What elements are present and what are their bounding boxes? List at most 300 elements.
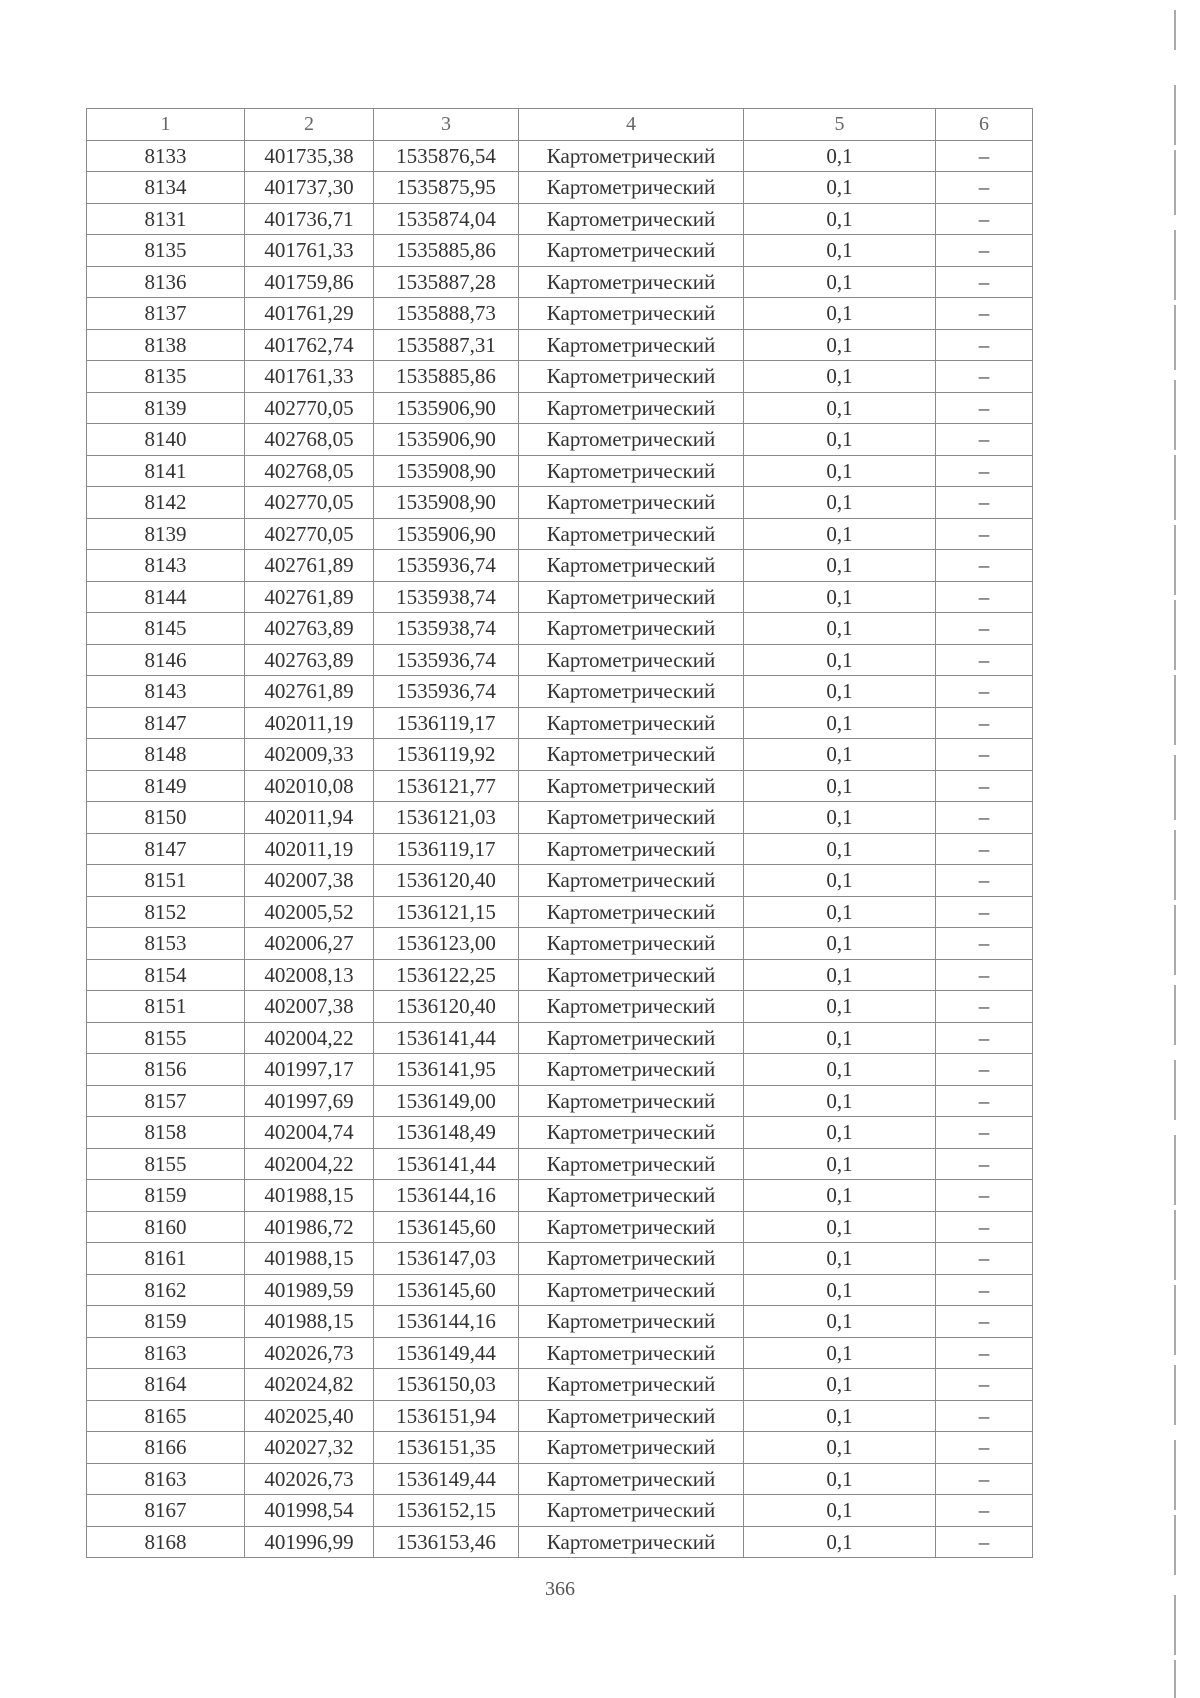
- table-cell: 8159: [87, 1306, 245, 1338]
- table-row: [87, 487, 1033, 519]
- table-cell: 0,1: [744, 1243, 936, 1275]
- table-cell: 1535936,74: [374, 644, 519, 676]
- table-cell: 401761,33: [245, 235, 374, 267]
- table-cell: –: [936, 1495, 1033, 1527]
- table-row: [87, 928, 1033, 960]
- table-cell: –: [936, 865, 1033, 897]
- table-cell: 0,1: [744, 1211, 936, 1243]
- table-cell: Картометрический: [519, 266, 744, 298]
- table-cell: 8165: [87, 1400, 245, 1432]
- table-cell: 401997,69: [245, 1085, 374, 1117]
- table-row: [87, 1337, 1033, 1369]
- table-cell: 401761,33: [245, 361, 374, 393]
- table-row: [87, 676, 1033, 708]
- table-cell: 1535908,90: [374, 487, 519, 519]
- table-row: [87, 644, 1033, 676]
- table-cell: 1536145,60: [374, 1274, 519, 1306]
- table-cell: 8160: [87, 1211, 245, 1243]
- table-cell: –: [936, 1369, 1033, 1401]
- table-cell: 0,1: [744, 298, 936, 330]
- table-cell: 1536151,94: [374, 1400, 519, 1432]
- table-cell: 1536141,44: [374, 1022, 519, 1054]
- table-cell: 1536145,60: [374, 1211, 519, 1243]
- table-row: [87, 424, 1033, 456]
- table-cell: 8145: [87, 613, 245, 645]
- table-cell: –: [936, 959, 1033, 991]
- table-cell: –: [936, 1432, 1033, 1464]
- table-cell: 1535887,28: [374, 266, 519, 298]
- table-cell: 8157: [87, 1085, 245, 1117]
- table-cell: 8143: [87, 676, 245, 708]
- table-cell: –: [936, 1463, 1033, 1495]
- table-cell: 8147: [87, 833, 245, 865]
- table-cell: –: [936, 455, 1033, 487]
- table-cell: 402768,05: [245, 424, 374, 456]
- table-cell: 0,1: [744, 235, 936, 267]
- table-cell: 8166: [87, 1432, 245, 1464]
- table-cell: 402007,38: [245, 991, 374, 1023]
- table-cell: Картометрический: [519, 613, 744, 645]
- table-cell: 402009,33: [245, 739, 374, 771]
- table-cell: 8135: [87, 235, 245, 267]
- scan-edge-mark: [1174, 1285, 1176, 1355]
- table-row: [87, 392, 1033, 424]
- table-cell: 402004,74: [245, 1117, 374, 1149]
- table-cell: –: [936, 518, 1033, 550]
- table-cell: –: [936, 172, 1033, 204]
- table-cell: 1535938,74: [374, 613, 519, 645]
- table-cell: 402768,05: [245, 455, 374, 487]
- table-cell: 402008,13: [245, 959, 374, 991]
- table-cell: –: [936, 1526, 1033, 1558]
- table-row: [87, 298, 1033, 330]
- table-cell: –: [936, 1085, 1033, 1117]
- table-row: [87, 959, 1033, 991]
- scan-edge-mark: [1174, 675, 1176, 745]
- table-cell: Картометрический: [519, 739, 744, 771]
- scan-edge-mark: [1174, 1210, 1176, 1280]
- table-cell: 0,1: [744, 487, 936, 519]
- coordinates-table: [86, 108, 1033, 1558]
- table-cell: Картометрический: [519, 676, 744, 708]
- table-cell: 0,1: [744, 1274, 936, 1306]
- table-row: [87, 1054, 1033, 1086]
- table-cell: 1536121,03: [374, 802, 519, 834]
- table-cell: 1535906,90: [374, 518, 519, 550]
- table-cell: 402011,94: [245, 802, 374, 834]
- table-cell: 402761,89: [245, 581, 374, 613]
- table-cell: 1535938,74: [374, 581, 519, 613]
- table-cell: 402011,19: [245, 833, 374, 865]
- table-cell: 8142: [87, 487, 245, 519]
- table-cell: 0,1: [744, 1306, 936, 1338]
- table-cell: 8133: [87, 140, 245, 172]
- table-cell: Картометрический: [519, 550, 744, 582]
- table-cell: Картометрический: [519, 1117, 744, 1149]
- table-cell: 402011,19: [245, 707, 374, 739]
- table-cell: Картометрический: [519, 1432, 744, 1464]
- table-cell: 8146: [87, 644, 245, 676]
- table-cell: Картометрический: [519, 518, 744, 550]
- table-cell: 402761,89: [245, 676, 374, 708]
- table-cell: 0,1: [744, 140, 936, 172]
- table-row: [87, 1400, 1033, 1432]
- table-cell: 401988,15: [245, 1243, 374, 1275]
- scan-edge-mark: [1174, 755, 1176, 820]
- table-cell: –: [936, 361, 1033, 393]
- table-row: [87, 1463, 1033, 1495]
- table-row: [87, 896, 1033, 928]
- table-row: [87, 329, 1033, 361]
- table-row: [87, 1274, 1033, 1306]
- scan-edge-mark: [1174, 230, 1176, 300]
- table-row: [87, 581, 1033, 613]
- table-row: [87, 1180, 1033, 1212]
- table-cell: 401735,38: [245, 140, 374, 172]
- table-cell: 1536152,15: [374, 1495, 519, 1527]
- table-cell: 1536123,00: [374, 928, 519, 960]
- table-cell: 1535885,86: [374, 235, 519, 267]
- table-row: [87, 1369, 1033, 1401]
- table-cell: Картометрический: [519, 1495, 744, 1527]
- table-cell: 8152: [87, 896, 245, 928]
- table-cell: Картометрический: [519, 802, 744, 834]
- table-cell: 8163: [87, 1337, 245, 1369]
- table-cell: –: [936, 1400, 1033, 1432]
- table-row: [87, 739, 1033, 771]
- table-cell: 8141: [87, 455, 245, 487]
- table-cell: 0,1: [744, 518, 936, 550]
- table-cell: 1536151,35: [374, 1432, 519, 1464]
- table-cell: 402763,89: [245, 613, 374, 645]
- table-cell: 1536121,15: [374, 896, 519, 928]
- table-body: [87, 140, 1033, 1558]
- table-cell: 0,1: [744, 613, 936, 645]
- table-cell: Картометрический: [519, 896, 744, 928]
- table-cell: 1536119,92: [374, 739, 519, 771]
- scan-edge-mark: [1174, 905, 1176, 975]
- table-cell: 8153: [87, 928, 245, 960]
- table-cell: 8155: [87, 1022, 245, 1054]
- table-row: [87, 361, 1033, 393]
- table-cell: 0,1: [744, 1117, 936, 1149]
- table-cell: 1536149,44: [374, 1463, 519, 1495]
- table-cell: –: [936, 739, 1033, 771]
- table-cell: 0,1: [744, 1400, 936, 1432]
- table-cell: 1536153,46: [374, 1526, 519, 1558]
- table-row: [87, 707, 1033, 739]
- table-cell: –: [936, 613, 1033, 645]
- table-row: [87, 833, 1033, 865]
- table-cell: 8131: [87, 203, 245, 235]
- table-cell: 401989,59: [245, 1274, 374, 1306]
- table-cell: 1536119,17: [374, 833, 519, 865]
- table-cell: –: [936, 833, 1033, 865]
- table-cell: 0,1: [744, 1337, 936, 1369]
- table-cell: Картометрический: [519, 644, 744, 676]
- table-cell: 1536121,77: [374, 770, 519, 802]
- table-cell: 401996,99: [245, 1526, 374, 1558]
- table-cell: 401986,72: [245, 1211, 374, 1243]
- table-cell: 401761,29: [245, 298, 374, 330]
- table-cell: 0,1: [744, 266, 936, 298]
- table-cell: 8156: [87, 1054, 245, 1086]
- table-cell: 8151: [87, 991, 245, 1023]
- table-row: [87, 1022, 1033, 1054]
- table-cell: Картометрический: [519, 1463, 744, 1495]
- table-cell: Картометрический: [519, 361, 744, 393]
- table-cell: 1535888,73: [374, 298, 519, 330]
- table-cell: Картометрический: [519, 329, 744, 361]
- table-cell: Картометрический: [519, 1054, 744, 1086]
- table-cell: Картометрический: [519, 424, 744, 456]
- table-cell: 401997,17: [245, 1054, 374, 1086]
- scan-edge-mark: [1174, 150, 1176, 215]
- table-row: [87, 1211, 1033, 1243]
- table-cell: 1536119,17: [374, 707, 519, 739]
- scan-edge-mark: [1174, 600, 1176, 670]
- table-row: [87, 1148, 1033, 1180]
- table-cell: 401762,74: [245, 329, 374, 361]
- table-cell: 8164: [87, 1369, 245, 1401]
- table-cell: Картометрический: [519, 707, 744, 739]
- table-cell: 402770,05: [245, 518, 374, 550]
- table-cell: 0,1: [744, 1432, 936, 1464]
- table-cell: 402004,22: [245, 1148, 374, 1180]
- table-cell: 1535906,90: [374, 392, 519, 424]
- table-cell: 402763,89: [245, 644, 374, 676]
- table-cell: Картометрический: [519, 928, 744, 960]
- table-cell: –: [936, 1180, 1033, 1212]
- page-number: 366: [545, 1578, 575, 1600]
- table-cell: Картометрический: [519, 455, 744, 487]
- table-cell: Картометрический: [519, 1022, 744, 1054]
- table-row: [87, 266, 1033, 298]
- table-cell: 8155: [87, 1148, 245, 1180]
- table-row: [87, 1306, 1033, 1338]
- scan-edge-mark: [1174, 380, 1176, 450]
- table-cell: 1536149,00: [374, 1085, 519, 1117]
- table-cell: 0,1: [744, 1463, 936, 1495]
- table-cell: –: [936, 298, 1033, 330]
- coordinates-table-container: [86, 108, 1032, 1558]
- table-cell: 0,1: [744, 991, 936, 1023]
- table-cell: 0,1: [744, 424, 936, 456]
- table-cell: –: [936, 1148, 1033, 1180]
- scan-edge-mark: [1174, 305, 1176, 370]
- table-row: [87, 991, 1033, 1023]
- table-cell: 8137: [87, 298, 245, 330]
- table-cell: 0,1: [744, 1369, 936, 1401]
- scan-edge-mark: [1174, 85, 1176, 145]
- table-cell: –: [936, 1243, 1033, 1275]
- scan-edge-mark: [1174, 1365, 1176, 1425]
- table-cell: –: [936, 1054, 1033, 1086]
- table-cell: 401998,54: [245, 1495, 374, 1527]
- table-cell: –: [936, 1274, 1033, 1306]
- column-header: 5: [744, 109, 936, 141]
- table-cell: 1535887,31: [374, 329, 519, 361]
- table-cell: 402761,89: [245, 550, 374, 582]
- table-row: [87, 1495, 1033, 1527]
- table-cell: 401736,71: [245, 203, 374, 235]
- table-cell: 401988,15: [245, 1180, 374, 1212]
- table-cell: 0,1: [744, 959, 936, 991]
- table-cell: 8147: [87, 707, 245, 739]
- table-cell: Картометрический: [519, 1400, 744, 1432]
- table-cell: Картометрический: [519, 298, 744, 330]
- scan-edge-mark: [1174, 1660, 1176, 1698]
- table-cell: 402006,27: [245, 928, 374, 960]
- table-row: [87, 613, 1033, 645]
- table-cell: 8138: [87, 329, 245, 361]
- table-header-row: [87, 109, 1033, 141]
- table-cell: –: [936, 770, 1033, 802]
- table-cell: –: [936, 1022, 1033, 1054]
- table-cell: 402004,22: [245, 1022, 374, 1054]
- table-row: [87, 172, 1033, 204]
- table-cell: 402026,73: [245, 1463, 374, 1495]
- table-cell: 1536120,40: [374, 991, 519, 1023]
- table-cell: 1536122,25: [374, 959, 519, 991]
- table-cell: 0,1: [744, 770, 936, 802]
- column-header: 6: [936, 109, 1033, 141]
- scan-edge-mark: [1174, 455, 1176, 520]
- table-cell: Картометрический: [519, 172, 744, 204]
- table-cell: 0,1: [744, 361, 936, 393]
- table-cell: 401759,86: [245, 266, 374, 298]
- table-cell: 0,1: [744, 833, 936, 865]
- scan-edge-mark: [1174, 10, 1176, 50]
- table-cell: Картометрический: [519, 1085, 744, 1117]
- table-cell: 0,1: [744, 172, 936, 204]
- table-cell: 1536147,03: [374, 1243, 519, 1275]
- table-cell: 1536144,16: [374, 1180, 519, 1212]
- table-cell: 402026,73: [245, 1337, 374, 1369]
- table-cell: 1535885,86: [374, 361, 519, 393]
- table-cell: 8139: [87, 518, 245, 550]
- table-cell: –: [936, 1337, 1033, 1369]
- table-cell: Картометрический: [519, 865, 744, 897]
- table-cell: 1535876,54: [374, 140, 519, 172]
- table-cell: 8162: [87, 1274, 245, 1306]
- table-cell: 1535936,74: [374, 676, 519, 708]
- table-row: [87, 1085, 1033, 1117]
- scan-edge-mark: [1174, 1595, 1176, 1655]
- table-cell: 402007,38: [245, 865, 374, 897]
- table-cell: 0,1: [744, 329, 936, 361]
- table-cell: –: [936, 581, 1033, 613]
- table-row: [87, 1117, 1033, 1149]
- table-row: [87, 455, 1033, 487]
- table-cell: 0,1: [744, 1180, 936, 1212]
- scan-edge-mark: [1174, 985, 1176, 1045]
- table-cell: 8151: [87, 865, 245, 897]
- table-row: [87, 1432, 1033, 1464]
- column-header: 4: [519, 109, 744, 141]
- table-cell: Картометрический: [519, 1526, 744, 1558]
- table-cell: –: [936, 991, 1033, 1023]
- table-cell: –: [936, 896, 1033, 928]
- table-cell: Картометрический: [519, 991, 744, 1023]
- table-cell: –: [936, 203, 1033, 235]
- table-cell: 1536141,95: [374, 1054, 519, 1086]
- table-cell: –: [936, 1306, 1033, 1338]
- table-cell: –: [936, 644, 1033, 676]
- scan-edge-mark: [1174, 1060, 1176, 1120]
- scan-edge-marks: [1160, 0, 1200, 1698]
- table-row: [87, 1243, 1033, 1275]
- table-cell: –: [936, 487, 1033, 519]
- table-cell: 8168: [87, 1526, 245, 1558]
- table-cell: –: [936, 266, 1033, 298]
- column-header: 3: [374, 109, 519, 141]
- scan-edge-mark: [1174, 1515, 1176, 1575]
- table-cell: –: [936, 802, 1033, 834]
- scan-edge-mark: [1174, 1440, 1176, 1510]
- table-cell: Картометрический: [519, 392, 744, 424]
- table-cell: 401988,15: [245, 1306, 374, 1338]
- table-cell: 8167: [87, 1495, 245, 1527]
- column-header: 2: [245, 109, 374, 141]
- table-cell: Картометрический: [519, 1211, 744, 1243]
- table-row: [87, 550, 1033, 582]
- table-cell: 8143: [87, 550, 245, 582]
- scan-edge-mark: [1174, 1135, 1176, 1205]
- table-cell: Картометрический: [519, 1337, 744, 1369]
- table-cell: 0,1: [744, 928, 936, 960]
- table-cell: Картометрический: [519, 1180, 744, 1212]
- table-cell: 1536150,03: [374, 1369, 519, 1401]
- table-cell: Картометрический: [519, 1274, 744, 1306]
- table-cell: 402025,40: [245, 1400, 374, 1432]
- table-cell: –: [936, 329, 1033, 361]
- table-cell: 1535906,90: [374, 424, 519, 456]
- table-cell: Картометрический: [519, 1243, 744, 1275]
- table-cell: 8139: [87, 392, 245, 424]
- table-row: [87, 203, 1033, 235]
- table-row: [87, 865, 1033, 897]
- table-cell: 402010,08: [245, 770, 374, 802]
- table-cell: 1536149,44: [374, 1337, 519, 1369]
- table-cell: Картометрический: [519, 959, 744, 991]
- table-cell: 8136: [87, 266, 245, 298]
- table-cell: 402027,32: [245, 1432, 374, 1464]
- table-cell: 0,1: [744, 896, 936, 928]
- table-cell: 8163: [87, 1463, 245, 1495]
- table-cell: Картометрический: [519, 140, 744, 172]
- table-cell: 0,1: [744, 676, 936, 708]
- table-cell: 0,1: [744, 1495, 936, 1527]
- table-row: [87, 235, 1033, 267]
- table-cell: 8135: [87, 361, 245, 393]
- table-cell: –: [936, 928, 1033, 960]
- table-cell: Картометрический: [519, 581, 744, 613]
- table-cell: 401737,30: [245, 172, 374, 204]
- table-cell: Картометрический: [519, 1148, 744, 1180]
- table-cell: Картометрический: [519, 235, 744, 267]
- table-cell: 402005,52: [245, 896, 374, 928]
- table-cell: 8149: [87, 770, 245, 802]
- column-header: 1: [87, 109, 245, 141]
- table-cell: 1536120,40: [374, 865, 519, 897]
- table-cell: 8140: [87, 424, 245, 456]
- table-cell: 1536148,49: [374, 1117, 519, 1149]
- table-row: [87, 518, 1033, 550]
- table-cell: 1535908,90: [374, 455, 519, 487]
- table-cell: –: [936, 424, 1033, 456]
- table-cell: 0,1: [744, 1022, 936, 1054]
